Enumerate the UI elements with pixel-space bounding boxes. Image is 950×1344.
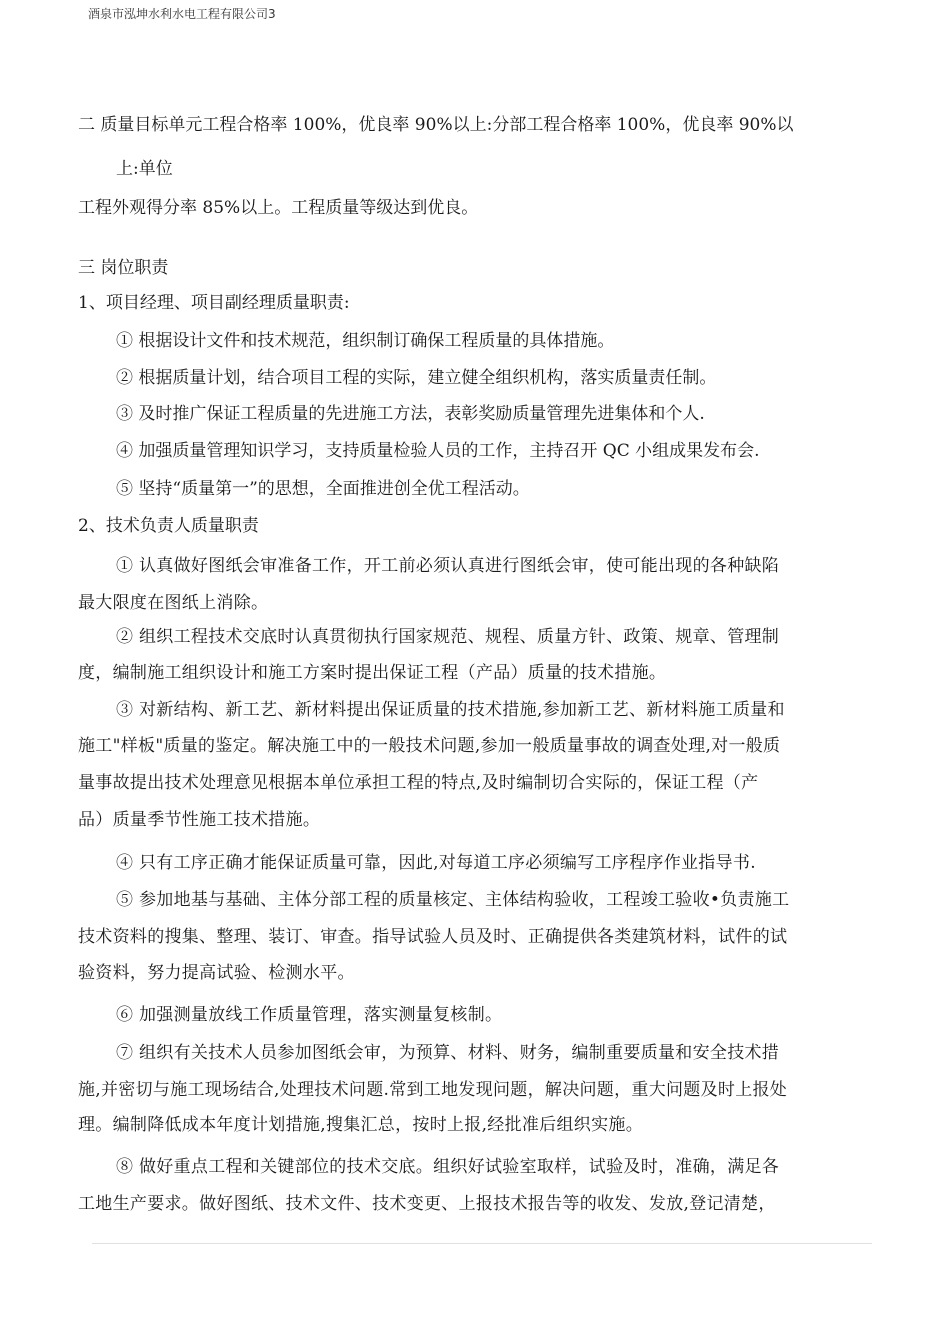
duty2-line: ③ 对新结构、新工艺、新材料提出保证质量的技术措施,参加新工艺、新材料施工质量和 [116,700,785,720]
duty2-line: 工地生产要求。做好图纸、技术文件、技术变更、上报技术报告等的收发、发放,登记清楚， [78,1194,776,1214]
quality-goal-line-2: 上:单位 [116,159,173,179]
page-header: 酒泉市泓坤水利水电工程有限公司3 [88,7,276,21]
duty2-line: 施工"样板"质量的鉴定。解决施工中的一般技术问题,参加一般质量事故的调查处理,对一般质 [78,736,781,756]
duty2-line: 最大限度在图纸上消除。 [78,593,269,613]
duty1-item: ② 根据质量计划，结合项目工程的实际，建立健全组织机构，落实质量责任制。 [116,368,717,388]
duty1-item: ③ 及时推广保证工程质量的先进施工方法，表彰奖励质量管理先进集体和个人. [116,404,705,424]
duty2-line: 理。编制降低成本年度计划措施,搜集汇总，按时上报,经批准后组织实施。 [78,1115,644,1135]
duty2-title: 2、技术负责人质量职责 [78,516,259,536]
duty2-line: 品）质量季节性施工技术措施。 [78,810,321,830]
duty2-line: 量事故提出技术处理意见根据本单位承担工程的特点,及时编制切合实际的，保证工程（产 [78,773,759,793]
quality-goal-line-1: 二 质量目标单元工程合格率 100%，优良率 90%以上:分部工程合格率 100%，优良率 90%以 [78,115,794,135]
quality-goal-line-3: 工程外观得分率 85%以上。工程质量等级达到优良。 [78,198,479,218]
duty2-line: ⑧ 做好重点工程和关键部位的技术交底。组织好试验室取样，试验及时，准确，满足各 [116,1157,780,1177]
duty1-title: 1、项目经理、项目副经理质量职责: [78,293,350,313]
duty2-line: 施,并密切与施工现场结合,处理技术问题.常到工地发现问题，解决问题，重大问题及时上报处 [78,1080,788,1100]
footer-divider [92,1243,872,1244]
duty2-line: 验资料，努力提高试验、检测水平。 [78,963,355,983]
duty1-item: ④ 加强质量管理知识学习，支持质量检验人员的工作，主持召开 QC 小组成果发布会. [116,441,760,461]
duty2-line: ⑤ 参加地基与基础、主体分部工程的质量核定、主体结构验收，工程竣工验收•负责施工 [116,890,790,910]
duty2-line: ④ 只有工序正确才能保证质量可靠，因此,对每道工序必须编写工序程序作业指导书. [116,853,756,873]
duty2-line: 度，编制施工组织设计和施工方案时提出保证工程（产品）质量的技术措施。 [78,663,667,683]
duty2-line: ⑥ 加强测量放线工作质量管理，落实测量复核制。 [116,1005,503,1025]
duty1-item: ⑤ 坚持“质量第一”的思想，全面推进创全优工程活动。 [116,479,530,499]
duty2-line: ⑦ 组织有关技术人员参加图纸会审，为预算、材料、财务，编制重要质量和安全技术措 [116,1043,780,1063]
duty2-line: ② 组织工程技术交底时认真贯彻执行国家规范、规程、质量方针、政策、规章、管理制 [116,627,780,647]
duty2-line: ① 认真做好图纸会审准备工作，开工前必须认真进行图纸会审，使可能出现的各种缺陷 [116,556,780,576]
section-heading-duties: 三 岗位职责 [78,258,169,278]
duty1-item: ① 根据设计文件和技术规范，组织制订确保工程质量的具体措施。 [116,331,615,351]
duty2-line: 技术资料的搜集、整理、装订、审查。指导试验人员及时、正确提供各类建筑材料，试件的试 [78,927,788,947]
